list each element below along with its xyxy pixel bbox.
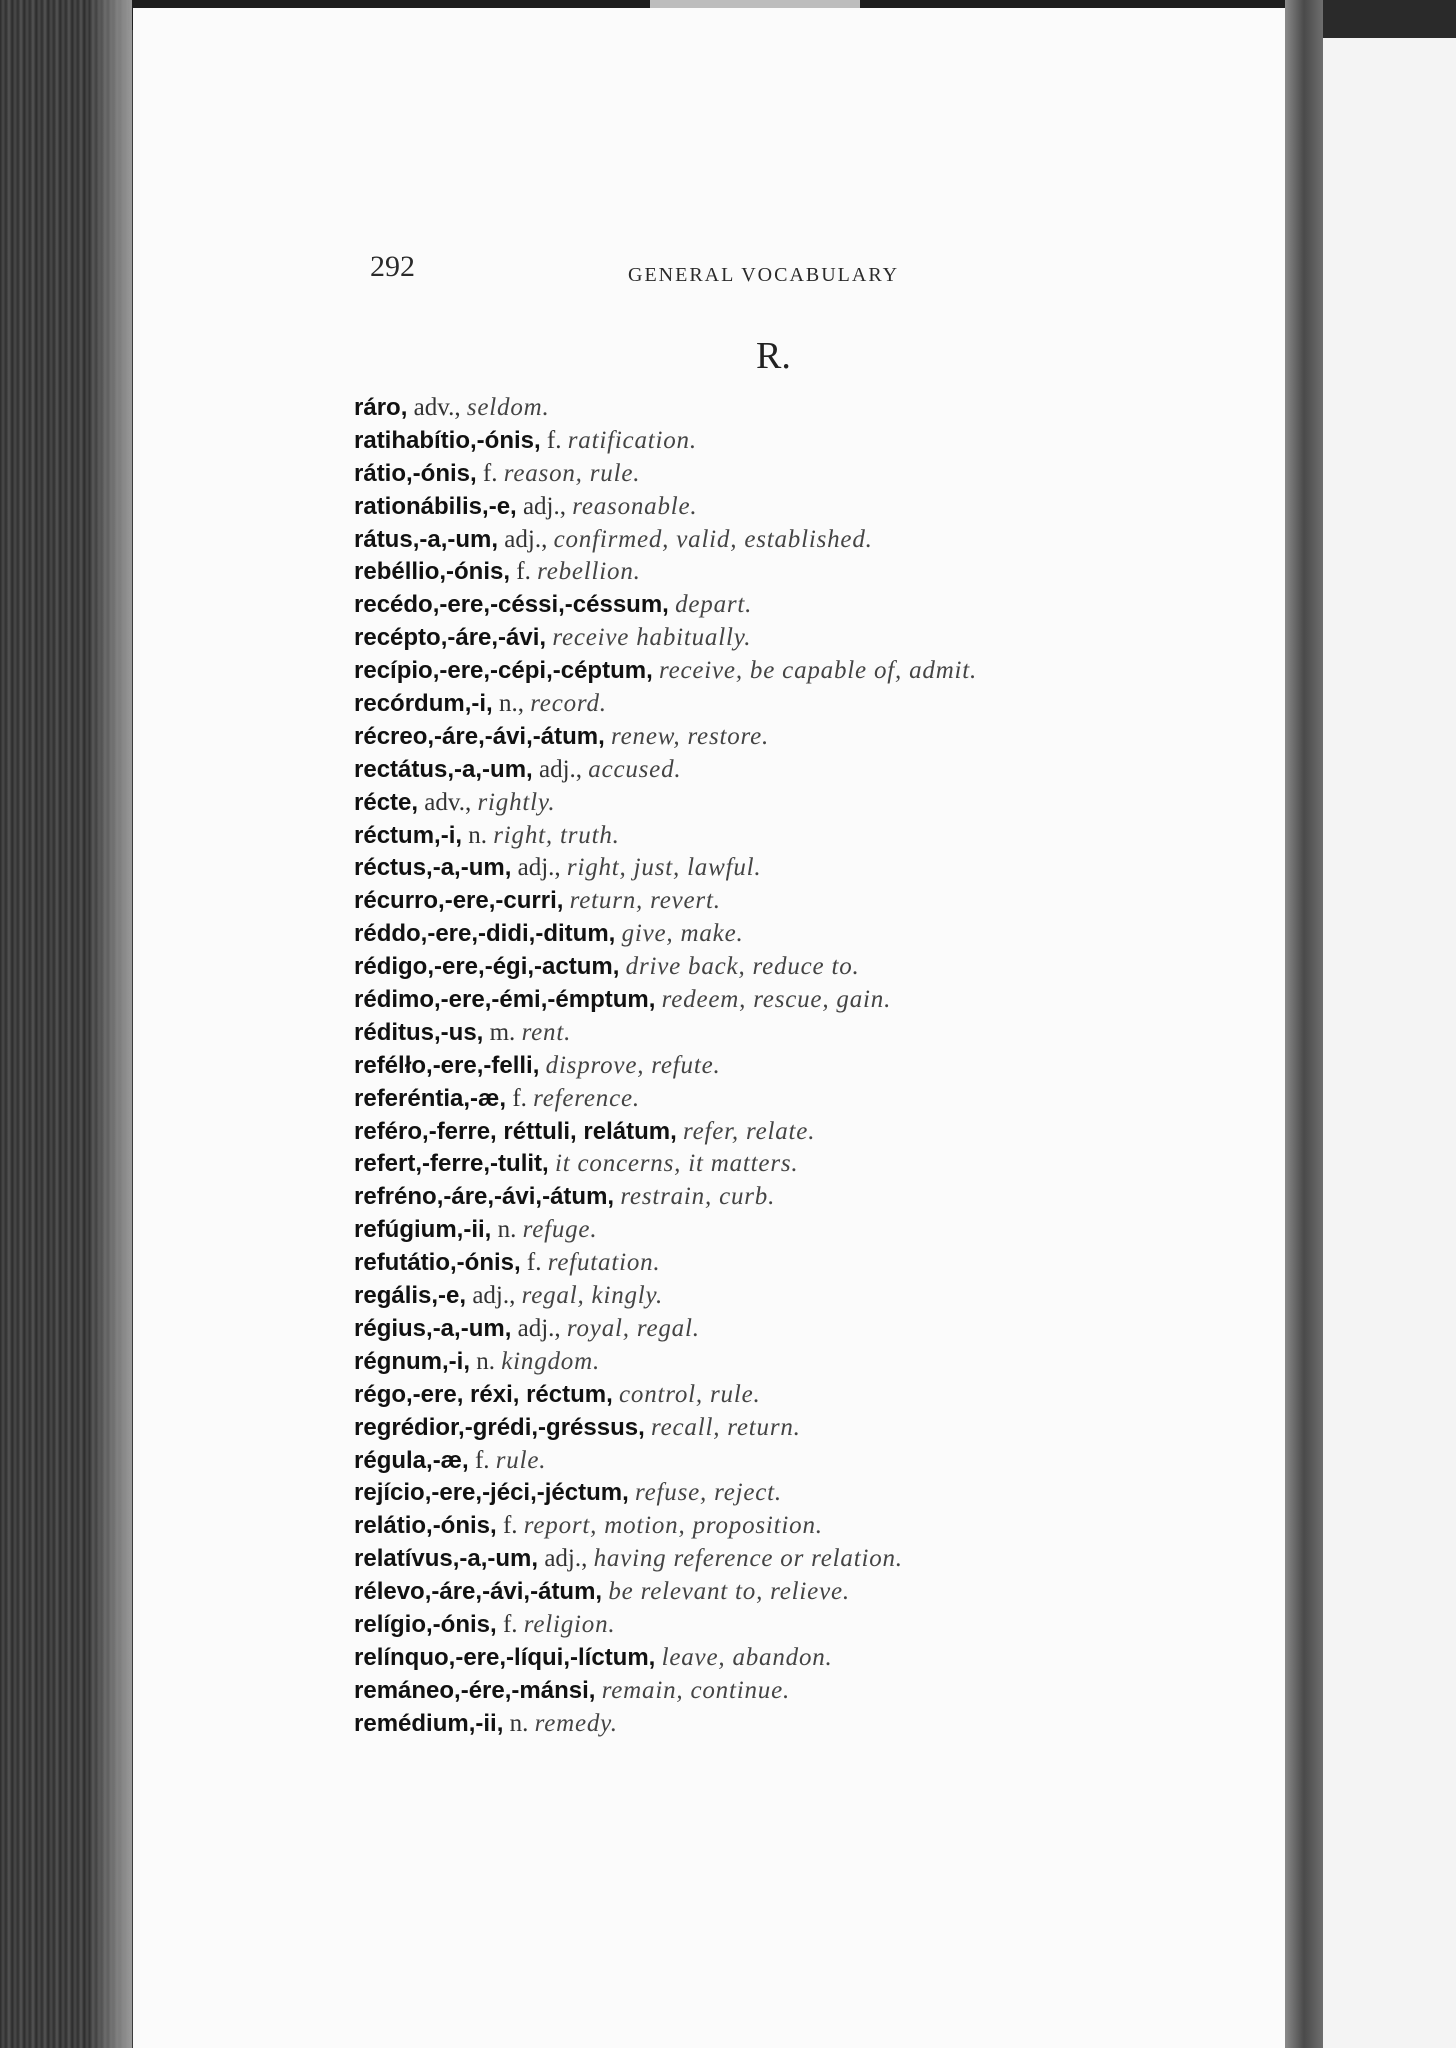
definition: refuse, reject.: [635, 1479, 782, 1507]
headword: réditus,-us,: [354, 1018, 484, 1046]
grammar-label: n.: [476, 1347, 496, 1375]
headword: réddo,-ere,-didi,-ditum,: [354, 920, 616, 948]
vocabulary-entry: [354, 1148, 1254, 1181]
vocabulary-entry: [354, 1050, 1254, 1083]
headword: récte,: [354, 788, 419, 816]
vocabulary-entry: [354, 1181, 1254, 1214]
section-letter: R.: [756, 335, 791, 377]
headword: recípio,-ere,-cépi,-céptum,: [354, 657, 653, 685]
vocabulary-entry: [354, 1083, 1254, 1116]
vocabulary-entry: [354, 1412, 1254, 1445]
facing-page-top-shadow: [1323, 0, 1456, 40]
grammar-label: n.,: [498, 690, 524, 718]
definition: rent.: [521, 1018, 572, 1046]
headword: refélło,-ere,-felli,: [354, 1051, 540, 1079]
vocabulary-entry: [354, 1379, 1254, 1412]
headword: relátio,-ónis,: [354, 1512, 497, 1540]
headword: recédo,-ere,-céssi,-céssum,: [354, 591, 669, 619]
definition: kingdom.: [501, 1347, 601, 1375]
definition: having reference or relation.: [593, 1545, 903, 1573]
grammar-label: adv.,: [424, 788, 472, 816]
headword: recórdum,-i,: [354, 690, 493, 718]
vocabulary-entry: [354, 1313, 1254, 1346]
vocabulary-entry: [354, 622, 1254, 655]
definition: give, make.: [621, 920, 744, 948]
headword: ratihabítio,-ónis,: [354, 426, 541, 454]
vocabulary-entry: [354, 556, 1254, 589]
definition: receive, be capable of, admit.: [659, 657, 978, 685]
book-gutter: [1285, 0, 1323, 2048]
headword: recépto,-áre,-ávi,: [354, 624, 547, 652]
definition: right, just, lawful.: [566, 854, 762, 882]
vocabulary-entry: [354, 1445, 1254, 1478]
grammar-label: f.: [502, 1610, 518, 1638]
definition: disprove, refute.: [545, 1051, 721, 1079]
headword: regrédior,-grédi,-gréssus,: [354, 1413, 645, 1441]
definition: leave, abandon.: [661, 1643, 833, 1671]
vocabulary-entry: [354, 458, 1254, 491]
headword: rectátus,-a,-um,: [354, 755, 533, 783]
definition: accused.: [588, 755, 682, 783]
headword: rationábilis,-e,: [354, 492, 517, 520]
vocabulary-entry: [354, 1280, 1254, 1313]
vocabulary-entry: [354, 1708, 1254, 1741]
headword: réctum,-i,: [354, 821, 463, 849]
headword: régnum,-i,: [354, 1347, 471, 1375]
vocabulary-entry: [354, 1642, 1254, 1675]
headword: remédium,-ii,: [354, 1709, 504, 1737]
headword: ráro,: [354, 394, 408, 421]
definition: right, truth.: [493, 821, 620, 849]
headword: regális,-e,: [354, 1282, 467, 1310]
grammar-label: f.: [512, 1084, 527, 1112]
vocabulary-entry: [354, 1017, 1254, 1050]
grammar-label: n.: [468, 821, 488, 849]
running-head: GENERAL VOCABULARY: [628, 264, 900, 286]
vocabulary-entry: [354, 1214, 1254, 1247]
grammar-label: m.: [489, 1018, 516, 1046]
headword: relatívus,-a,-um,: [354, 1545, 539, 1573]
definition: regal, kingly.: [521, 1282, 664, 1310]
grammar-label: adj.,: [517, 1314, 561, 1342]
grammar-label: f.: [474, 1446, 490, 1474]
definition: rebellion.: [537, 558, 641, 586]
headword: rátus,-a,-um,: [354, 525, 499, 553]
headword: régula,-æ,: [354, 1446, 469, 1474]
headword: régo,-ere, réxi, réctum,: [354, 1380, 613, 1408]
vocabulary-entry: [354, 852, 1254, 885]
vocabulary-entry: [354, 951, 1254, 984]
headword: refutátio,-ónis,: [354, 1249, 521, 1277]
grammar-label: adj.,: [504, 525, 548, 553]
definition: rightly.: [477, 788, 556, 816]
definition: depart.: [675, 591, 753, 619]
headword: réctus,-a,-um,: [354, 854, 512, 882]
definition: be relevant to, relieve.: [608, 1578, 850, 1606]
headword: récreo,-áre,-ávi,-átum,: [354, 722, 605, 750]
grammar-label: adj.,: [544, 1545, 588, 1573]
headword: referéntia,-æ,: [354, 1084, 507, 1112]
definition: refutation.: [547, 1249, 661, 1277]
vocabulary-entry: [354, 524, 1254, 557]
headword: remáneo,-ére,-mánsi,: [354, 1676, 596, 1704]
definition: reasonable.: [572, 492, 698, 520]
vocabulary-entry: [354, 820, 1254, 853]
definition: ratification.: [567, 426, 697, 454]
headword: relínquo,-ere,-líqui,-líctum,: [354, 1643, 656, 1671]
vocabulary-entry: [354, 688, 1254, 721]
headword: reféro,-ferre, réttuli, relátum,: [354, 1117, 677, 1145]
vocabulary-entry: [354, 1675, 1254, 1708]
definition: recall, return.: [651, 1413, 801, 1441]
facing-page: [1323, 38, 1456, 2048]
vocabulary-entry: [354, 885, 1254, 918]
vocabulary-entry: [354, 425, 1254, 458]
grammar-label: f.: [546, 426, 562, 454]
definition: it concerns, it matters.: [554, 1150, 799, 1178]
headword: relígio,-ónis,: [354, 1610, 497, 1638]
grammar-label: n.: [497, 1216, 517, 1244]
headword: régius,-a,-um,: [354, 1314, 512, 1342]
definition: religion.: [523, 1610, 616, 1638]
definition: refuge.: [522, 1216, 598, 1244]
vocabulary-entry: [354, 1543, 1254, 1576]
grammar-label: adj.,: [472, 1282, 516, 1310]
definition: drive back, reduce to.: [625, 953, 860, 981]
grammar-label: n.: [509, 1709, 529, 1737]
vocabulary-entry: [354, 491, 1254, 524]
definition: refer, relate.: [683, 1117, 816, 1145]
definition: remain, continue.: [601, 1676, 791, 1704]
headword: récurro,-ere,-curri,: [354, 887, 564, 915]
vocabulary-entry: [354, 787, 1254, 820]
vocabulary-entry: [354, 721, 1254, 754]
definition: rule.: [495, 1446, 547, 1474]
grammar-label: adj.,: [522, 492, 566, 520]
grammar-label: f.: [516, 558, 531, 586]
definition: return, revert.: [569, 887, 721, 915]
definition: reference.: [533, 1084, 640, 1112]
headword: rélevo,-áre,-ávi,-átum,: [354, 1578, 603, 1606]
definition: seldom.: [466, 394, 550, 421]
headword: refert,-ferre,-tulit,: [354, 1150, 549, 1178]
page-number: 292: [370, 250, 415, 283]
headword: refúgium,-ii,: [354, 1216, 492, 1244]
vocabulary-entry: [354, 1510, 1254, 1543]
vocabulary-entry: [354, 1247, 1254, 1280]
grammar-label: adj.,: [538, 755, 583, 783]
headword: rédigo,-ere,-égi,-actum,: [354, 953, 620, 981]
definition: restrain, curb.: [620, 1183, 776, 1211]
vocabulary-entry: [354, 392, 1254, 425]
grammar-label: f.: [526, 1249, 542, 1277]
vocabulary-entry: [354, 1609, 1254, 1642]
headword: refréno,-áre,-ávi,-átum,: [354, 1183, 615, 1211]
vocabulary-entry: [354, 1116, 1254, 1149]
grammar-label: f.: [482, 459, 498, 487]
grammar-label: adj.,: [517, 854, 561, 882]
headword: rátio,-ónis,: [354, 459, 477, 487]
definition: report, motion, proposition.: [523, 1512, 823, 1540]
vocabulary-entry: [354, 1346, 1254, 1379]
definition: royal, regal.: [566, 1314, 700, 1342]
headword: rédimo,-ere,-émi,-émptum,: [354, 986, 656, 1014]
definition: renew, restore.: [611, 722, 770, 750]
vocabulary-entry: [354, 984, 1254, 1017]
vocabulary-entry: [354, 589, 1254, 622]
vocabulary-entry: [354, 1477, 1254, 1510]
definition: reason, rule.: [503, 459, 641, 487]
grammar-label: f.: [502, 1512, 518, 1540]
vocabulary-list: [354, 392, 1254, 1741]
grammar-label: adv.,: [413, 394, 461, 421]
definition: control, rule.: [619, 1380, 761, 1408]
definition: record.: [530, 690, 607, 718]
vocabulary-entry: [354, 918, 1254, 951]
definition: receive habitually.: [552, 624, 752, 652]
vocabulary-entry: [354, 1576, 1254, 1609]
definition: remedy.: [534, 1709, 618, 1737]
definition: confirmed, valid, established.: [553, 525, 873, 553]
definition: redeem, rescue, gain.: [661, 986, 892, 1014]
headword: rejício,-ere,-jéci,-jéctum,: [354, 1479, 629, 1507]
vocabulary-entry: [354, 754, 1254, 787]
book-edge-shadow: [90, 0, 132, 2048]
headword: rebéllio,-ónis,: [354, 558, 511, 586]
vocabulary-entry: [354, 655, 1254, 688]
